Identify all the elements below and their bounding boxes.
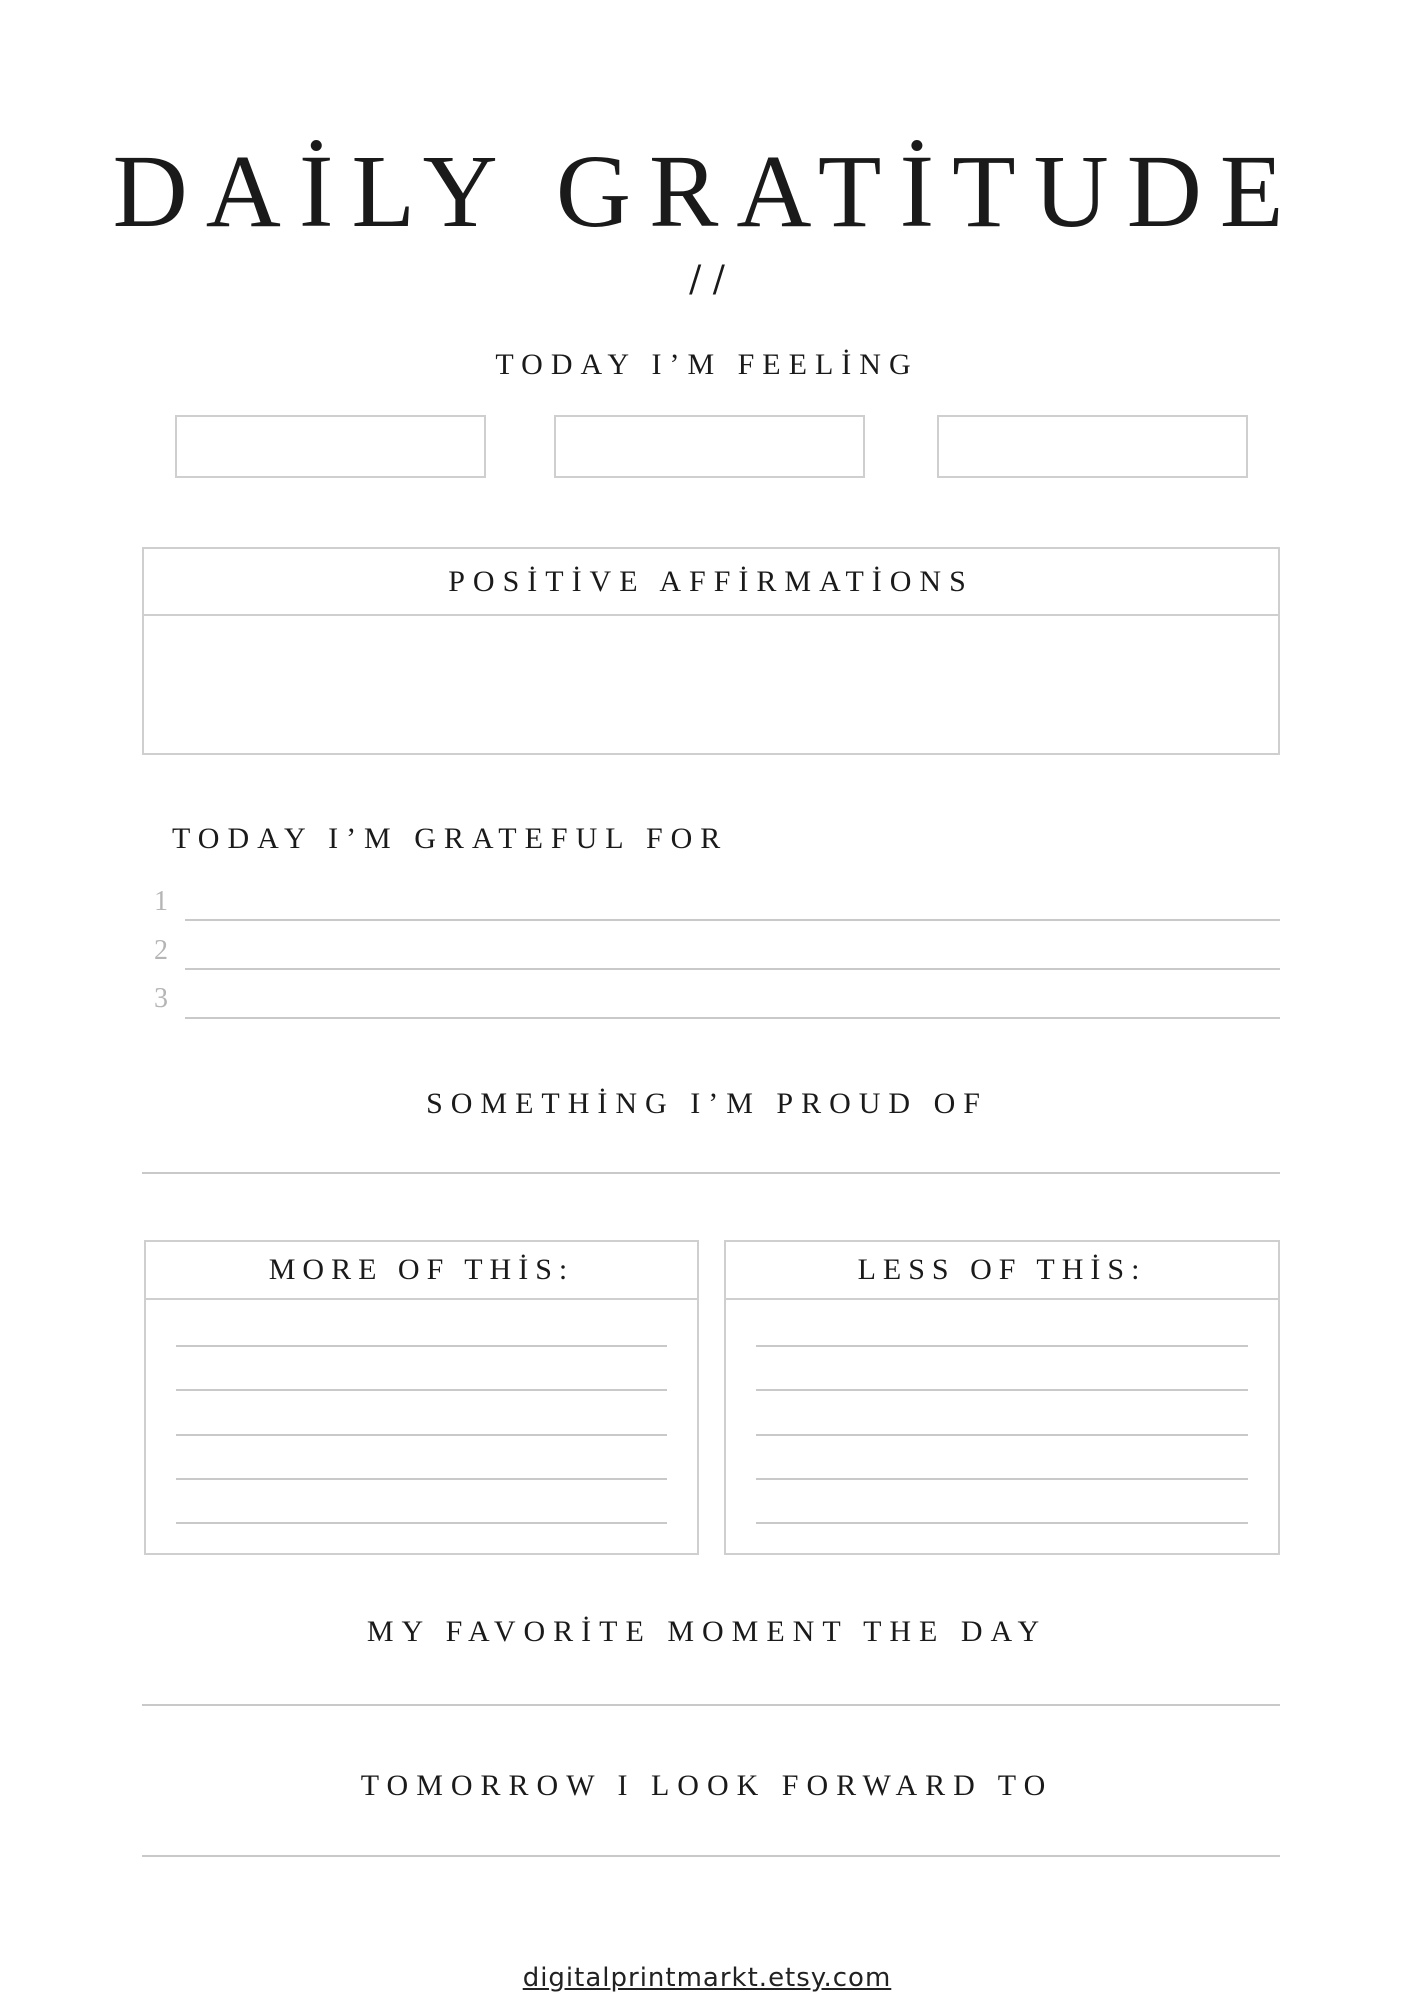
date-field[interactable]: / / [689,259,725,300]
grateful-number-2: 2 [154,935,168,966]
favorite-line[interactable] [142,1704,1280,1706]
grateful-line-1[interactable] [185,919,1280,921]
more-panel [144,1240,699,1555]
proud-line[interactable] [142,1172,1280,1174]
less-panel [724,1240,1280,1555]
feeling-box-1[interactable] [175,415,486,478]
more-line-1[interactable] [176,1345,667,1347]
tomorrow-heading: TOMORROW I LOOK FORWARD TO [360,1769,1054,1802]
more-line-2[interactable] [176,1389,667,1391]
grateful-number-1: 1 [154,886,168,917]
feeling-box-2[interactable] [554,415,865,478]
proud-heading: SOMETHİNG I’M PROUD OF [426,1087,988,1120]
less-line-4[interactable] [756,1478,1248,1480]
less-line-3[interactable] [756,1434,1248,1436]
footer-link[interactable]: digitalprintmarkt.etsy.com [522,1963,892,1993]
feeling-heading: TODAY I’M FEELİNG [495,348,919,381]
tomorrow-line[interactable] [142,1855,1280,1857]
grateful-line-3[interactable] [185,1017,1280,1019]
more-line-5[interactable] [176,1522,667,1524]
affirmations-heading: POSİTİVE AFFİRMATİONS [144,549,1278,616]
page-title: DAİLY GRATİTUDE [112,134,1302,249]
favorite-heading: MY FAVORİTE MOMENT THE DAY [366,1615,1048,1648]
affirmations-input[interactable] [144,616,1278,753]
more-heading: MORE OF THİS: [146,1242,697,1300]
more-line-3[interactable] [176,1434,667,1436]
less-heading: LESS OF THİS: [726,1242,1278,1300]
grateful-line-2[interactable] [185,968,1280,970]
feeling-box-3[interactable] [937,415,1248,478]
affirmations-panel [142,547,1280,755]
more-line-4[interactable] [176,1478,667,1480]
grateful-heading: TODAY I’M GRATEFUL FOR [172,822,729,855]
grateful-number-3: 3 [154,983,168,1014]
less-line-2[interactable] [756,1389,1248,1391]
less-line-1[interactable] [756,1345,1248,1347]
less-line-5[interactable] [756,1522,1248,1524]
